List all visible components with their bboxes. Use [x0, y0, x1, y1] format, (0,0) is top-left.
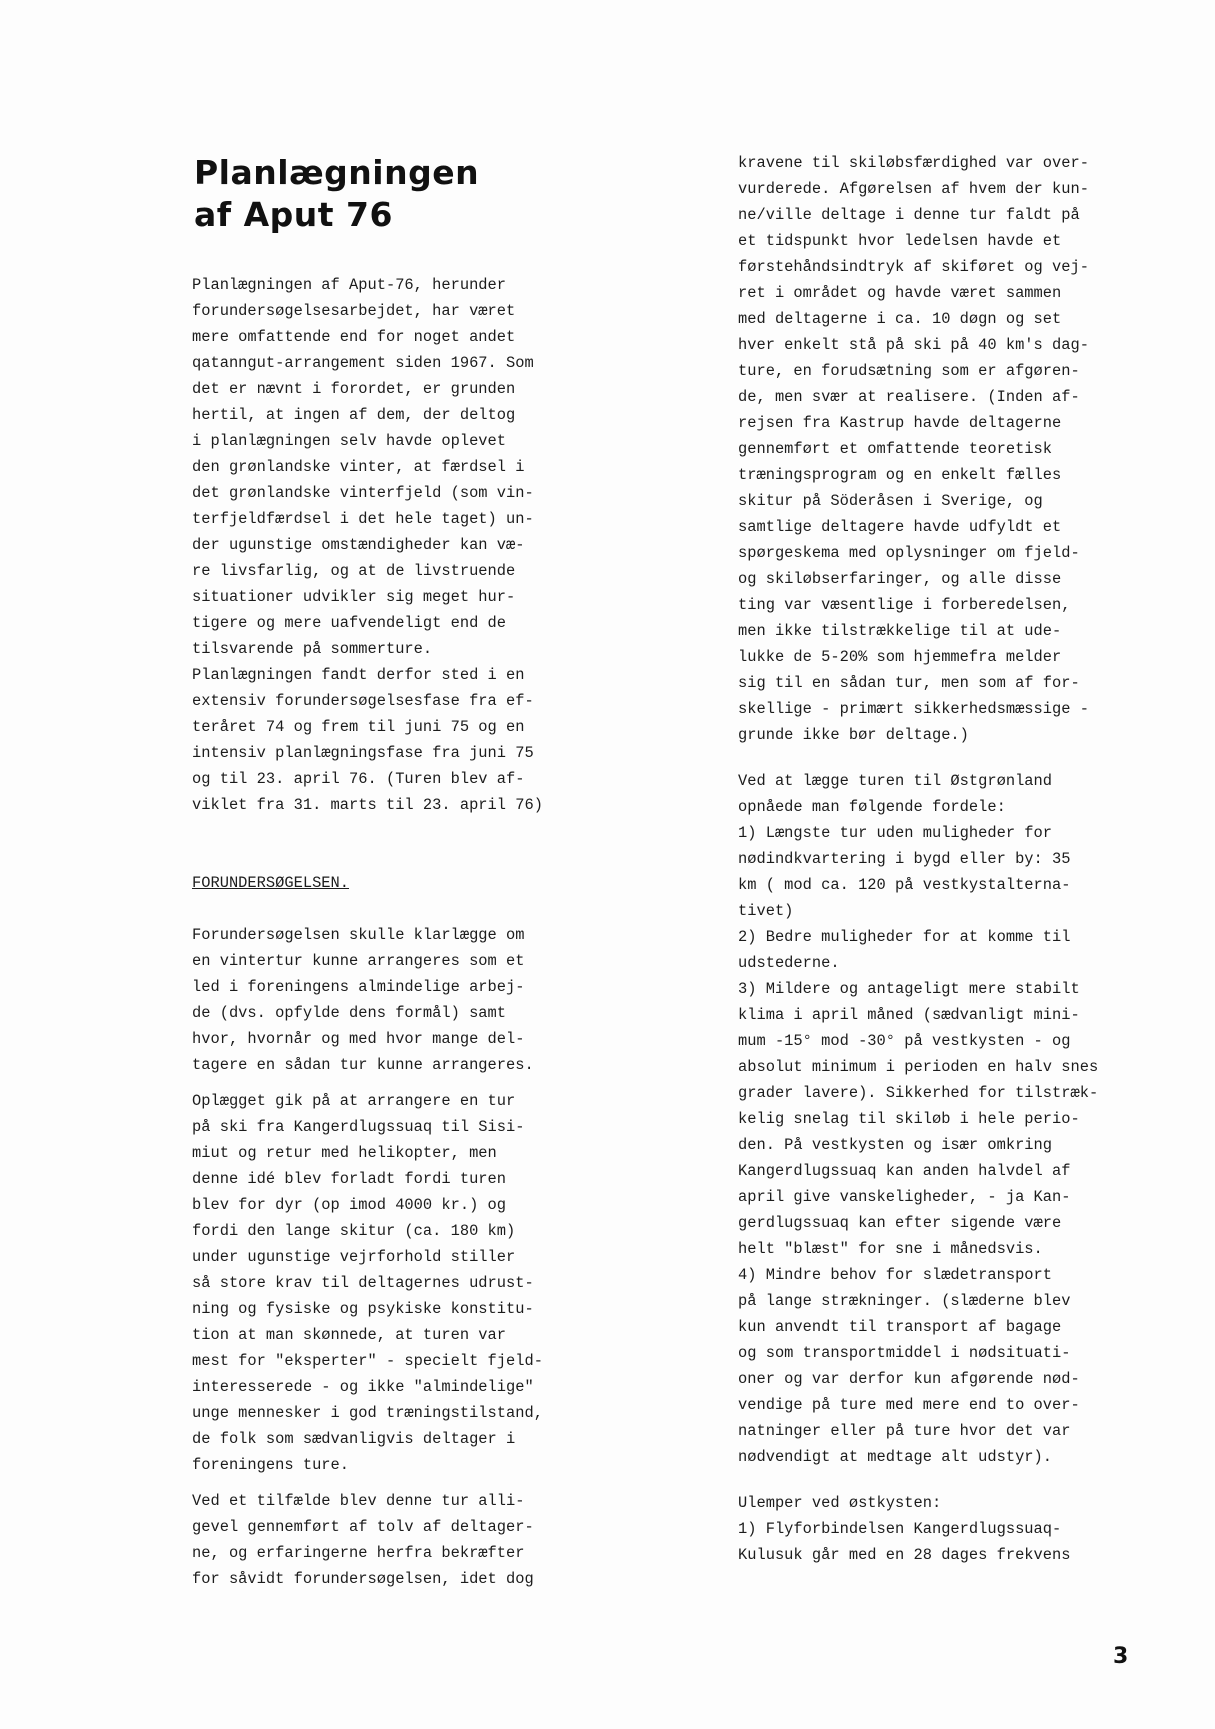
text-line: tion at man skønnede, at turen var [192, 1326, 507, 1344]
text-line: 3) Mildere og antageligt mere stabilt [738, 980, 1080, 998]
text-line: skellige - primært sikkerhedsmæssige - [738, 700, 1089, 718]
text-line: absolut minimum i perioden en halv snes [738, 1058, 1099, 1076]
text-line: mere omfattende end for noget andet [192, 328, 516, 346]
text-line: gevel gennemført af tolv af deltager- [192, 1518, 534, 1536]
text-line: på lange strækninger. (slæderne blev [738, 1292, 1071, 1310]
text-line: vendige på ture med mere end to over- [738, 1396, 1080, 1414]
text-line: de folk som sædvanligvis deltager i [192, 1430, 516, 1448]
text-line: lukke de 5-20% som hjemmefra melder [738, 648, 1062, 666]
text-line: hver enkelt stå på ski på 40 km's dag- [738, 336, 1089, 354]
text-line: extensiv forundersøgelsesfase fra ef- [192, 692, 534, 710]
text-line: km ( mod ca. 120 på vestkystalterna- [738, 876, 1071, 894]
left-column [192, 272, 612, 1592]
text-line: der ugunstige omstændigheder kan væ- [192, 536, 525, 554]
text-line: og skiløbserfaringer, og alle disse [738, 570, 1062, 588]
page-number: 3 [1113, 1644, 1129, 1669]
text-line: træningsprogram og en enkelt fælles [738, 466, 1062, 484]
text-line: hvor, hvornår og med hvor mange del- [192, 1030, 525, 1048]
right-column [738, 150, 1148, 1568]
text-line: spørgeskema med oplysninger om fjeld- [738, 544, 1080, 562]
text-line: kelig snelag til skiløb i hele perio- [738, 1110, 1080, 1128]
text-line: for såvidt forundersøgelsen, idet dog [192, 1570, 534, 1588]
text-line: led i foreningens almindelige arbej- [192, 978, 525, 996]
text-line: på ski fra Kangerdlugssuaq til Sisi- [192, 1118, 525, 1136]
text-line: samtlige deltagere havde udfyldt et [738, 518, 1062, 536]
text-line: 2) Bedre muligheder for at komme til [738, 928, 1071, 946]
text-line: i planlægningen selv havde oplevet [192, 432, 507, 450]
paragraph [192, 1088, 612, 1478]
text-line: miut og retur med helikopter, men [192, 1144, 497, 1162]
text-line: natninger eller på ture hvor det var [738, 1422, 1071, 1440]
text-line: udstederne. [738, 954, 840, 972]
text-line: grunde ikke bør deltage.) [738, 726, 969, 744]
text-line: nødvendigt at medtage alt udstyr). [738, 1448, 1053, 1466]
text-line: foreningens ture. [192, 1456, 350, 1474]
text-line: ning og fysiske og psykiske konstitu- [192, 1300, 534, 1318]
text-line: nødindkvartering i bygd eller by: 35 [738, 850, 1071, 868]
intro-paragraph [192, 272, 612, 818]
text-line: gerdlugssuaq kan efter sigende være [738, 1214, 1062, 1232]
text-line: mest for "eksperter" - specielt fjeld- [192, 1352, 543, 1370]
text-line: klima i april måned (sædvanligt mini- [738, 1006, 1080, 1024]
text-line: ne, og erfaringerne herfra bekræfter [192, 1544, 525, 1562]
text-line: det grønlandske vinterfjeld (som vin- [192, 484, 534, 502]
text-line: tivet) [738, 902, 794, 920]
text-line: den. På vestkysten og især omkring [738, 1136, 1053, 1154]
text-line: 4) Mindre behov for slædetransport [738, 1266, 1053, 1284]
paragraph [738, 1490, 1148, 1568]
text-line: qatanngut-arrangement siden 1967. Som [192, 354, 534, 372]
text-line: interesserede - og ikke "almindelige" [192, 1378, 534, 1396]
text-line: førstehåndsindtryk af skiføret og vej- [738, 258, 1089, 276]
text-line: tigere og mere uafvendeligt end de [192, 614, 507, 632]
text-line: ne/ville deltage i denne tur faldt på [738, 206, 1080, 224]
text-line: terfjeldfærdsel i det hele taget) un- [192, 510, 534, 528]
text-line: tagere en sådan tur kunne arrangeres. [192, 1056, 534, 1074]
text-line: Kulusuk går med en 28 dages frekvens [738, 1546, 1071, 1564]
text-line: tilsvarende på sommerture. [192, 640, 433, 658]
paragraph [192, 922, 612, 1078]
text-line: fordi den lange skitur (ca. 180 km) [192, 1222, 516, 1240]
text-line: de (dvs. opfylde dens formål) samt [192, 1004, 507, 1022]
text-line: Ved et tilfælde blev denne tur alli- [192, 1492, 525, 1510]
text-line: oner og var derfor kun afgørende nød- [738, 1370, 1080, 1388]
text-line: Oplægget gik på at arrangere en tur [192, 1092, 516, 1110]
text-line: Planlægningen af Aput-76, herunder [192, 276, 507, 294]
text-line: en vintertur kunne arrangeres som et [192, 952, 525, 970]
text-line: gennemført et omfattende teoretisk [738, 440, 1053, 458]
text-line: Forundersøgelsen skulle klarlægge om [192, 926, 525, 944]
text-line: kravene til skiløbsfærdighed var over- [738, 154, 1089, 172]
title-line-1: Planlægningen [194, 153, 480, 192]
article-title [194, 152, 574, 236]
text-line: det er nævnt i forordet, er grunden [192, 380, 516, 398]
text-line: og som transportmiddel i nødsituati- [738, 1344, 1071, 1362]
text-line: situationer udvikler sig meget hur- [192, 588, 516, 606]
text-line: et tidspunkt hvor ledelsen havde et [738, 232, 1062, 250]
paragraph [738, 768, 1148, 1470]
section-heading: FORUNDERSØGELSEN. [192, 874, 350, 892]
text-line: grader lavere). Sikkerhed for tilstræk- [738, 1084, 1099, 1102]
text-line: den grønlandske vinter, at færdsel i [192, 458, 525, 476]
text-line: de, men svær at realisere. (Inden af- [738, 388, 1080, 406]
paragraph [738, 150, 1148, 748]
text-line: sig til en sådan tur, men som af for- [738, 674, 1080, 692]
text-line: skitur på Söderåsen i Sverige, og [738, 492, 1043, 510]
text-line: unge mennesker i god træningstilstand, [192, 1404, 543, 1422]
text-line: mum -15° mod -30° på vestkysten - og [738, 1032, 1071, 1050]
text-line: teråret 74 og frem til juni 75 og en [192, 718, 525, 736]
paragraph [192, 1488, 612, 1592]
text-line: og til 23. april 76. (Turen blev af- [192, 770, 525, 788]
title-line-2: af Aput 76 [194, 195, 393, 234]
text-line: så store krav til deltagernes udrust- [192, 1274, 534, 1292]
text-line: vurderede. Afgørelsen af hvem der kun- [738, 180, 1089, 198]
text-line: re livsfarlig, og at de livstruende [192, 562, 516, 580]
text-line: ting var væsentlige i forberedelsen, [738, 596, 1071, 614]
text-line: Ved at lægge turen til Østgrønland [738, 772, 1053, 790]
text-line: kun anvendt til transport af bagage [738, 1318, 1062, 1336]
text-line: denne idé blev forladt fordi turen [192, 1170, 507, 1188]
text-line: april give vanskeligheder, - ja Kan- [738, 1188, 1071, 1206]
text-line: 1) Længste tur uden muligheder for [738, 824, 1053, 842]
text-line: med deltagerne i ca. 10 døgn og set [738, 310, 1062, 328]
text-line: forundersøgelsesarbejdet, har været [192, 302, 516, 320]
text-line: 1) Flyforbindelsen Kangerdlugssuaq- [738, 1520, 1062, 1538]
text-line: helt "blæst" for sne i månedsvis. [738, 1240, 1043, 1258]
text-line: rejsen fra Kastrup havde deltagerne [738, 414, 1062, 432]
text-line: Kangerdlugssuaq kan anden halvdel af [738, 1162, 1071, 1180]
text-line: viklet fra 31. marts til 23. april 76) [192, 796, 543, 814]
text-line: blev for dyr (op imod 4000 kr.) og [192, 1196, 507, 1214]
text-line: opnåede man følgende fordele: [738, 798, 1006, 816]
text-line: Ulemper ved østkysten: [738, 1494, 942, 1512]
text-line: men ikke tilstrækkelige til at ude- [738, 622, 1062, 640]
text-line: intensiv planlægningsfase fra juni 75 [192, 744, 534, 762]
text-line: ture, en forudsætning som er afgøren- [738, 362, 1080, 380]
text-line: under ugunstige vejrforhold stiller [192, 1248, 516, 1266]
text-line: ret i området og havde været sammen [738, 284, 1062, 302]
text-line: hertil, at ingen af dem, der deltog [192, 406, 516, 424]
text-line: Planlægningen fandt derfor sted i en [192, 666, 525, 684]
